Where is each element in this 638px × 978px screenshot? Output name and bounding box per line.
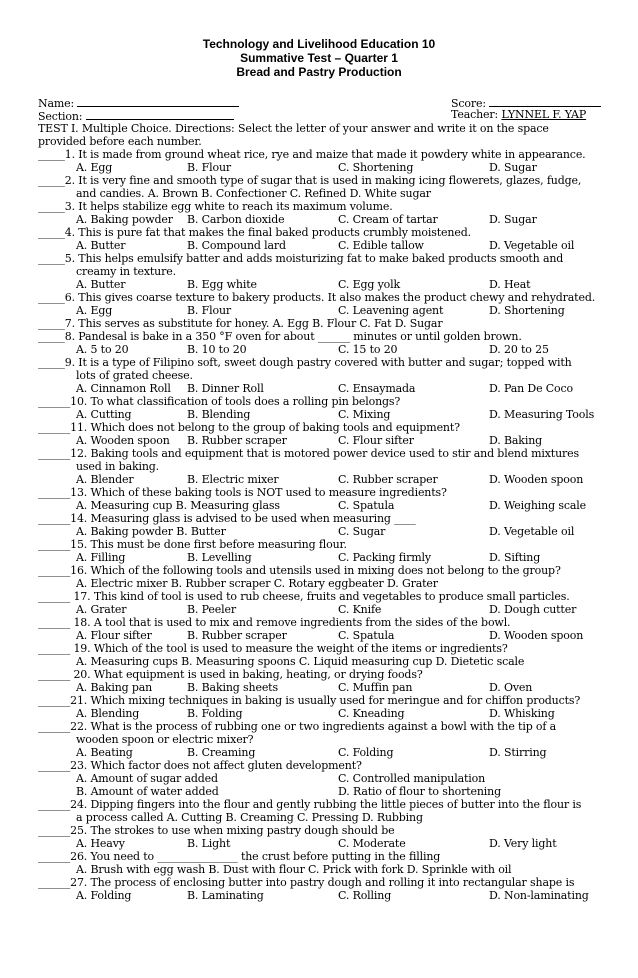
answer-choice: C. Cream of tartar xyxy=(338,213,438,226)
teacher-field xyxy=(451,109,586,121)
answer-choice: A. Egg xyxy=(76,161,113,174)
name-blank[interactable] xyxy=(77,96,239,107)
question-text: _____7. This serves as substitute for honey. A. Egg B. Flour C. Fat D. Sugar xyxy=(38,317,443,330)
question-text: ______11. Which does not belong to the group of baking tools and equipment? xyxy=(38,421,460,434)
question-text: _____8. Pandesal is bake in a 350 °F oven for about ______ minutes or until golden brown. xyxy=(38,330,522,343)
answer-choice: B. Carbon dioxide xyxy=(187,213,285,226)
answer-choice: A. Cinnamon Roll xyxy=(76,382,171,395)
answer-choice: C. Spatula xyxy=(338,629,395,642)
directions-line-1: TEST I. Multiple Choice. Directions: Select the letter of your answer and write it on the space xyxy=(38,122,549,135)
answer-choice: C. Moderate xyxy=(338,837,406,850)
answer-choice: B. Levelling xyxy=(187,551,252,564)
question-text: _____6. This gives coarse texture to bakery products. It also makes the product chewy and rehydrated. xyxy=(38,291,596,304)
question-text: _____1. It is made from ground wheat rice, rye and maize that made it powdery white in appearance. xyxy=(38,148,586,161)
question-text: ______12. Baking tools and equipment that is motored power device used to stir and blend mixtures xyxy=(38,447,579,460)
answer-choice: A. Filling xyxy=(76,551,126,564)
answer-choice: A. Flour sifter xyxy=(76,629,152,642)
question-text: ______16. Which of the following tools and utensils used in mixing does not belong to the group? xyxy=(38,564,561,577)
section-label: Section: xyxy=(38,110,83,123)
answer-choice: B. Egg white xyxy=(187,278,257,291)
answer-choice: D. Wooden spoon xyxy=(489,629,584,642)
answer-choice: C. Sugar xyxy=(338,525,386,538)
answer-choice: D. Whisking xyxy=(489,707,555,720)
question-text: ______23. Which factor does not affect gluten development? xyxy=(38,759,362,772)
answer-choice: D. Heat xyxy=(489,278,531,291)
teacher-label: Teacher: xyxy=(451,108,499,121)
question-text: ______13. Which of these baking tools is NOT used to measure ingredients? xyxy=(38,486,447,499)
answer-choice: D. Stirring xyxy=(489,746,547,759)
answer-choice: C. 15 to 20 xyxy=(338,343,398,356)
name-label: Name: xyxy=(38,97,75,110)
answer-choice: B. Electric mixer xyxy=(187,473,279,486)
question-continuation: a process called A. Cutting B. Creaming C. Pressing D. Rubbing xyxy=(76,811,423,824)
answer-choice: B. Amount of water added xyxy=(76,785,219,798)
answer-choice: D. Shortening xyxy=(489,304,565,317)
answer-choice: D. Pan De Coco xyxy=(489,382,574,395)
answer-choice: A. Folding xyxy=(76,889,132,902)
answer-choice: C. Rubber scraper xyxy=(338,473,438,486)
header-test-title: Summative Test – Quarter 1 xyxy=(240,51,398,65)
question-continuation: and candies. A. Brown B. Confectioner C. Refined D. White sugar xyxy=(76,187,431,200)
answer-choice: A. Cutting xyxy=(76,408,132,421)
section-blank[interactable] xyxy=(86,109,234,120)
header-subject: Technology and Livelihood Education 10 xyxy=(202,37,436,51)
answer-choice: D. Wooden spoon xyxy=(489,473,584,486)
question-text: _____2. It is very fine and smooth type of sugar that is used in making icing flowerets, glazes, fudge, xyxy=(38,174,582,187)
answer-choice: C. Kneading xyxy=(338,707,405,720)
answer-choice: D. Very light xyxy=(489,837,557,850)
question-continuation: A. Electric mixer B. Rubber scraper C. Rotary eggbeater D. Grater xyxy=(76,577,438,590)
answer-choice: B. Peeler xyxy=(187,603,236,616)
answer-choice: D. Non-laminating xyxy=(489,889,589,902)
question-continuation: lots of grated cheese. xyxy=(76,369,193,382)
question-text: _____5. This helps emulsify batter and adds moisturizing fat to make baked products smooth and xyxy=(38,252,564,265)
answer-choice: C. Rolling xyxy=(338,889,392,902)
answer-choice: B. Compound lard xyxy=(187,239,286,252)
header-course: Bread and Pastry Production xyxy=(236,65,402,79)
answer-choice: B. Rubber scraper xyxy=(187,434,287,447)
score-blank[interactable] xyxy=(489,96,601,107)
teacher-name: LYNNEL F. YAP xyxy=(501,108,587,121)
question-text: ______14. Measuring glass is advised to be used when measuring ____ xyxy=(38,512,416,525)
answer-choice: D. Baking xyxy=(489,434,543,447)
question-text: ______22. What is the process of rubbing one or two ingredients against a bowl with the tip of a xyxy=(38,720,557,733)
question-text: ______21. Which mixing techniques in baking is usually used for meringue and for chiffon products? xyxy=(38,694,581,707)
question-continuation: used in baking. xyxy=(76,460,160,473)
answer-choice: C. Egg yolk xyxy=(338,278,400,291)
answer-choice: A. Egg xyxy=(76,304,113,317)
answer-choice: B. 10 to 20 xyxy=(187,343,247,356)
answer-choice: D. 20 to 25 xyxy=(489,343,549,356)
question-text: ______15. This must be done first before measuring flour. xyxy=(38,538,347,551)
answer-choice: B. Rubber scraper xyxy=(187,629,287,642)
answer-choice: C. Flour sifter xyxy=(338,434,414,447)
answer-choice: B. Laminating xyxy=(187,889,264,902)
question-text: ______ 20. What equipment is used in baking, heating, or drying foods? xyxy=(38,668,423,681)
answer-choice: D. Ratio of flour to shortening xyxy=(338,785,501,798)
question-text: ______ 19. Which of the tool is used to measure the weight of the items or ingredients? xyxy=(38,642,508,655)
answer-choice: C. Shortening xyxy=(338,161,414,174)
answer-choice: A. Measuring cup B. Measuring glass xyxy=(76,499,280,512)
answer-choice: A. Butter xyxy=(76,239,126,252)
answer-choice: A. Wooden spoon xyxy=(76,434,170,447)
answer-choice: B. Creaming xyxy=(187,746,256,759)
answer-choice: D. Sugar xyxy=(489,161,537,174)
question-text: ______ 18. A tool that is used to mix and remove ingredients from the sides of the bowl. xyxy=(38,616,511,629)
question-continuation: wooden spoon or electric mixer? xyxy=(76,733,254,746)
answer-choice: C. Ensaymada xyxy=(338,382,416,395)
name-field[interactable] xyxy=(38,96,239,110)
question-text: ______25. The strokes to use when mixing pastry dough should be xyxy=(38,824,395,837)
answer-choice: A. Blending xyxy=(76,707,140,720)
answer-choice: D. Sugar xyxy=(489,213,537,226)
answer-choice: B. Blending xyxy=(187,408,251,421)
question-text: _____4. This is pure fat that makes the final baked products crumbly moistened. xyxy=(38,226,471,239)
answer-choice: C. Knife xyxy=(338,603,382,616)
question-text: ______10. To what classification of tools does a rolling pin belongs? xyxy=(38,395,401,408)
question-text: ______ 17. This kind of tool is used to rub cheese, fruits and vegetables to produce small particles. xyxy=(38,590,570,603)
answer-choice: A. Baking pan xyxy=(76,681,153,694)
answer-choice: D. Vegetable oil xyxy=(489,239,575,252)
answer-choice: A. Amount of sugar added xyxy=(76,772,218,785)
answer-choice: D. Weighing scale xyxy=(489,499,586,512)
answer-choice: D. Sifting xyxy=(489,551,541,564)
question-text: ______26. You need to _______________ the crust before putting in the filling xyxy=(38,850,441,863)
answer-choice: A. Beating xyxy=(76,746,133,759)
answer-choice: A. Butter xyxy=(76,278,126,291)
answer-choice: B. Flour xyxy=(187,304,231,317)
answer-choice: D. Dough cutter xyxy=(489,603,577,616)
question-continuation: A. Brush with egg wash B. Dust with flour C. Prick with fork D. Sprinkle with oil xyxy=(76,863,512,876)
answer-choice: C. Packing firmly xyxy=(338,551,431,564)
answer-choice: B. Dinner Roll xyxy=(187,382,264,395)
answer-choice: D. Vegetable oil xyxy=(489,525,575,538)
answer-choice: D. Measuring Tools xyxy=(489,408,595,421)
answer-choice: B. Folding xyxy=(187,707,243,720)
answer-choice: C. Leavening agent xyxy=(338,304,444,317)
answer-choice: B. Flour xyxy=(187,161,231,174)
answer-choice: C. Controlled manipulation xyxy=(338,772,486,785)
question-text: ______27. The process of enclosing butter into pastry dough and rolling it into rectangular shape is xyxy=(38,876,575,889)
answer-choice: C. Spatula xyxy=(338,499,395,512)
section-field[interactable] xyxy=(38,109,234,123)
answer-choice: C. Folding xyxy=(338,746,394,759)
answer-choice: C. Muffin pan xyxy=(338,681,413,694)
directions-line-2: provided before each number. xyxy=(38,135,202,148)
question-continuation: A. Measuring cups B. Measuring spoons C. Liquid measuring cup D. Dietetic scale xyxy=(76,655,525,668)
answer-choice: A. Grater xyxy=(76,603,127,616)
answer-choice: D. Oven xyxy=(489,681,533,694)
answer-choice: B. Light xyxy=(187,837,231,850)
score-label: Score: xyxy=(451,97,486,110)
answer-choice: A. Heavy xyxy=(76,837,125,850)
answer-choice: B. Baking sheets xyxy=(187,681,278,694)
answer-choice: A. Baking powder xyxy=(76,213,173,226)
question-text: _____9. It is a type of Filipino soft, sweet dough pastry covered with butter and sugar; topped with xyxy=(38,356,572,369)
answer-choice: A. Baking powder B. Butter xyxy=(76,525,226,538)
question-text: _____3. It helps stabilize egg white to reach its maximum volume. xyxy=(38,200,393,213)
answer-choice: A. Blender xyxy=(76,473,134,486)
answer-choice: C. Mixing xyxy=(338,408,391,421)
answer-choice: C. Edible tallow xyxy=(338,239,424,252)
question-continuation: creamy in texture. xyxy=(76,265,176,278)
answer-choice: A. 5 to 20 xyxy=(76,343,129,356)
question-text: ______24. Dipping fingers into the flour and gently rubbing the little pieces of butter into the flour is xyxy=(38,798,582,811)
